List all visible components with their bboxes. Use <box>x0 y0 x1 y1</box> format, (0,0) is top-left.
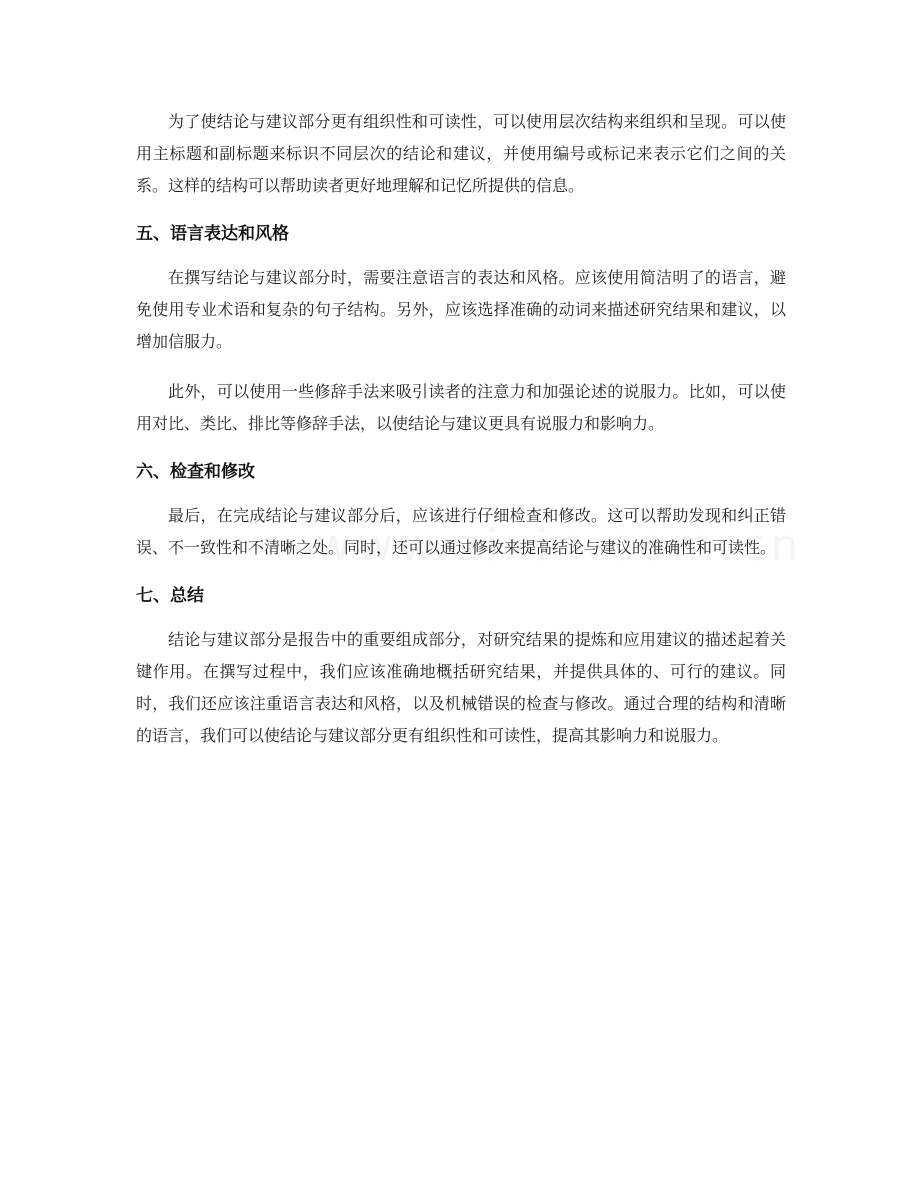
paragraph-language-style-2: 此外，可以使用一些修辞手法来吸引读者的注意力和加强论述的说服力。比如，可以使用对比、类比、排比等修辞手法，以使结论与建议更具有说服力和影响力。 <box>136 382 786 433</box>
paragraph-language-style-1: 在撰写结论与建议部分时，需要注意语言的表达和风格。应该使用简洁明了的语言，避免使用专业术语和复杂的句子结构。另外，应该选择准确的动词来描述研究结果和建议，以增加信服力。 <box>136 268 786 351</box>
document-body <box>136 106 786 770</box>
paragraph-check-revise: 最后，在完成结论与建议部分后，应该进行仔细检查和修改。这可以帮助发现和纠正错误、不一致性和不清晰之处。同时，还可以通过修改来提高结论与建议的准确性和可读性。 <box>136 506 786 557</box>
intro-paragraph: 为了使结论与建议部分更有组织性和可读性，可以使用层次结构来组织和呈现。可以使用主标题和副标题来标识不同层次的结论和建议，并使用编号或标记来表示它们之间的关系。这样的结构可以帮助读者更好地理解和记忆所提供的信息。 <box>136 112 786 195</box>
paragraph-summary: 结论与建议部分是报告中的重要组成部分，对研究结果的提炼和应用建议的描述起着关键作用。在撰写过程中，我们应该准确地概括研究结果，并提供具体的、可行的建议。同时，我们还应该注重语言表达和风格，以及机械错误的检查与修改。通过合理的结构和清晰的语言，我们可以使结论与建议部分更有组织性和可读性，提高其影响力和说服力。 <box>136 630 786 745</box>
section-heading-summary: 七、总结 <box>136 586 204 606</box>
section-heading-language-style: 五、语言表达和风格 <box>136 224 289 244</box>
section-heading-check-revise: 六、检查和修改 <box>136 462 255 482</box>
